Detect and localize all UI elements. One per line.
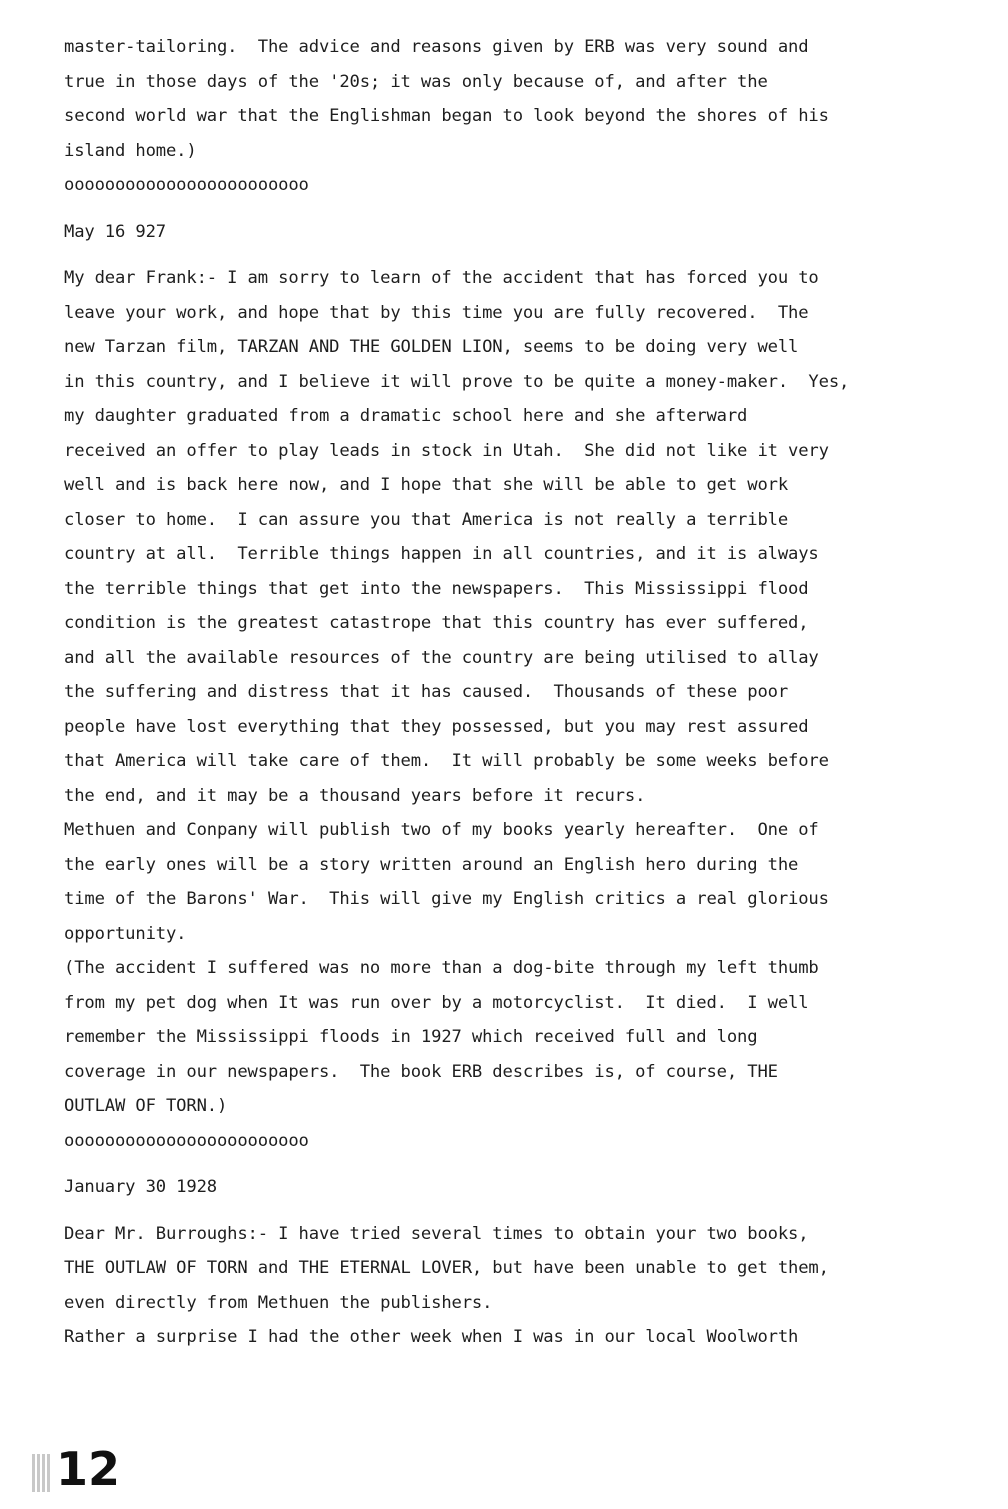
text-line: the suffering and distress that it has caused. Thousands of these poor	[64, 682, 789, 702]
text-line: (The accident I suffered was no more than a dog-bite through my left thumb	[64, 958, 819, 978]
letter-body-1928	[64, 1217, 964, 1355]
text-line: my daughter graduated from a dramatic school here and she afterward	[64, 406, 748, 426]
text-line: leave your work, and hope that by this time you are fully recovered. The	[64, 302, 809, 323]
text-line: Methuen and Conpany will publish two of my books yearly hereafter. One of	[64, 820, 819, 840]
text-line: second world war that the Englishman began to look beyond the shores of his	[64, 106, 829, 126]
text-block-continuation	[64, 30, 964, 203]
text-line: that America will take care of them. It will probably be some weeks before	[64, 751, 829, 771]
text-line: My dear Frank:- I am sorry to learn of the accident that has forced you to	[64, 268, 819, 288]
document-body	[64, 30, 964, 1355]
page-number	[32, 1442, 121, 1496]
text-line: Rather a surprise I had the other week when I was in our local Woolworth	[64, 1327, 799, 1347]
text-line: in this country, and I believe it will prove to be quite a money-maker. Yes,	[64, 371, 850, 392]
text-line: the early ones will be a story written around an English hero during the	[64, 854, 799, 875]
text-line: from my pet dog when It was run over by a motorcyclist. It died. I well	[64, 992, 809, 1013]
date-line: May 16 927	[64, 221, 166, 242]
separator-line: oooooooooooooooooooooooo	[64, 175, 309, 195]
text-line: the terrible things that get into the newspapers. This Mississippi flood	[64, 578, 809, 599]
text-line: received an offer to play leads in stock in Utah. She did not like it very	[64, 440, 829, 461]
text-line: new Tarzan film, TARZAN AND THE GOLDEN LION, seems to be doing very well	[64, 337, 799, 357]
text-line: THE OUTLAW OF TORN and THE ETERNAL LOVER, but have been unable to get them,	[64, 1258, 829, 1278]
text-line: remember the Mississippi floods in 1927 which received full and long	[64, 1027, 758, 1047]
text-line: well and is back here now, and I hope that she will be able to get work	[64, 475, 789, 495]
text-line: closer to home. I can assure you that America is not really a terrible	[64, 509, 789, 530]
letter-date	[64, 215, 964, 250]
paragraph-gap	[64, 203, 964, 215]
letter-date	[64, 1170, 964, 1205]
date-line: January 30 1928	[64, 1177, 217, 1197]
page-number-mark	[32, 1454, 52, 1492]
page-number-text: 12	[56, 1442, 121, 1496]
text-line: coverage in our newspapers. The book ERB describes is, of course, THE	[64, 1061, 778, 1082]
paragraph-gap	[64, 1158, 964, 1170]
text-line: true in those days of the '20s; it was only because of, and after the	[64, 71, 768, 92]
text-line: time of the Barons' War. This will give my English critics a real glorious	[64, 889, 829, 909]
text-line: people have lost everything that they possessed, but you may rest assured	[64, 716, 809, 737]
text-line: opportunity.	[64, 923, 187, 944]
letter-body-1927	[64, 261, 964, 1158]
text-line: master-tailoring. The advice and reasons given by ERB was very sound and	[64, 37, 809, 57]
text-line: condition is the greatest catastrope that this country has ever suffered,	[64, 613, 809, 633]
text-line: country at all. Terrible things happen in all countries, and it is always	[64, 544, 819, 564]
paragraph-gap	[64, 249, 964, 261]
text-line: and all the available resources of the country are being utilised to allay	[64, 647, 819, 668]
text-line: island home.)	[64, 140, 197, 161]
text-line: the end, and it may be a thousand years before it recurs.	[64, 785, 646, 806]
paragraph-gap	[64, 1205, 964, 1217]
text-line: Dear Mr. Burroughs:- I have tried several times to obtain your two books,	[64, 1223, 809, 1244]
separator-line: oooooooooooooooooooooooo	[64, 1130, 309, 1151]
text-line: OUTLAW OF TORN.)	[64, 1096, 228, 1116]
text-line: even directly from Methuen the publishers.	[64, 1292, 493, 1313]
